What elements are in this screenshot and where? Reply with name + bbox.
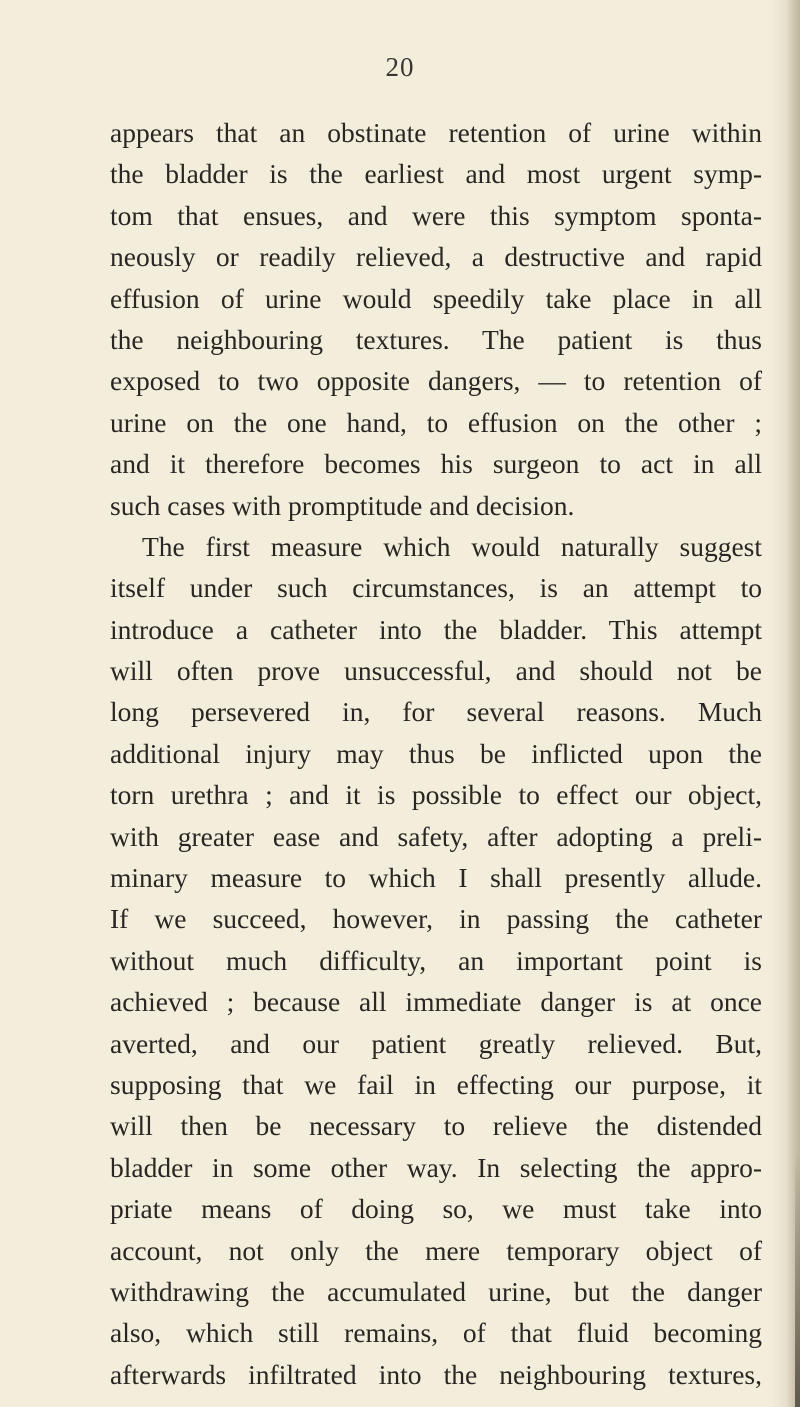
text-line: effusion of urine would speedily take place in all — [110, 282, 762, 314]
text-line: appears that an obstinate retention of urine within — [110, 117, 762, 148]
text-line: neously or readily relieved, a destructive and rapid — [110, 241, 762, 273]
text-line: exposed to two opposite dangers, — to retention of — [110, 365, 762, 397]
text-line: additional injury may thus be inflicted upon the — [110, 737, 762, 769]
text-line: afterwards infiltrated into the neighbouring textures, — [110, 1358, 762, 1390]
text-line: urine on the one hand, to effusion on the other ; — [110, 406, 762, 438]
page-edge-binding — [795, 1150, 800, 1407]
text-line: achieved ; because all immediate danger is at once — [110, 986, 762, 1018]
text-line: and it therefore becomes his surgeon to act in all — [110, 448, 762, 480]
text-line: without much difficulty, an important point is — [110, 944, 762, 976]
text-line-paragraph-end: such cases with promptitude and decision. — [110, 489, 575, 521]
text-line: withdrawing the accumulated urine, but the danger — [110, 1275, 762, 1307]
text-line: supposing that we fail in effecting our purpose, it — [110, 1068, 762, 1100]
text-line: will then be necessary to relieve the distended — [110, 1110, 762, 1142]
text-line: averted, and our patient greatly relieved. But, — [110, 1027, 762, 1059]
text-line: If we succeed, however, in passing the catheter — [110, 903, 762, 935]
text-line-paragraph-start: The first measure which would naturally suggest — [142, 530, 762, 562]
text-line: minary measure to which I shall presently allude. — [110, 862, 762, 894]
text-line: also, which still remains, of that fluid becoming — [110, 1317, 762, 1349]
text-line: torn urethra ; and it is possible to effect our object, — [110, 779, 762, 811]
text-line: will often prove unsuccessful, and should not be — [110, 655, 762, 687]
text-line: the neighbouring textures. The patient is thus — [110, 323, 762, 355]
text-line: tom that ensues, and were this symptom sponta- — [110, 199, 762, 231]
text-line: account, not only the mere temporary object of — [110, 1234, 762, 1266]
text-line: introduce a catheter into the bladder. This attempt — [110, 613, 762, 645]
text-line: bladder in some other way. In selecting the appro- — [110, 1151, 762, 1183]
page-number: 20 — [385, 52, 415, 82]
text-line: long persevered in, for several reasons. Much — [110, 696, 762, 728]
text-line: itself under such circumstances, is an attempt to — [110, 572, 762, 604]
text-line: priate means of doing so, we must take into — [110, 1193, 762, 1225]
text-line: the bladder is the earliest and most urgent symp- — [110, 158, 762, 190]
body-text — [110, 112, 762, 1395]
text-line: with greater ease and safety, after adopting a preli- — [110, 820, 762, 852]
